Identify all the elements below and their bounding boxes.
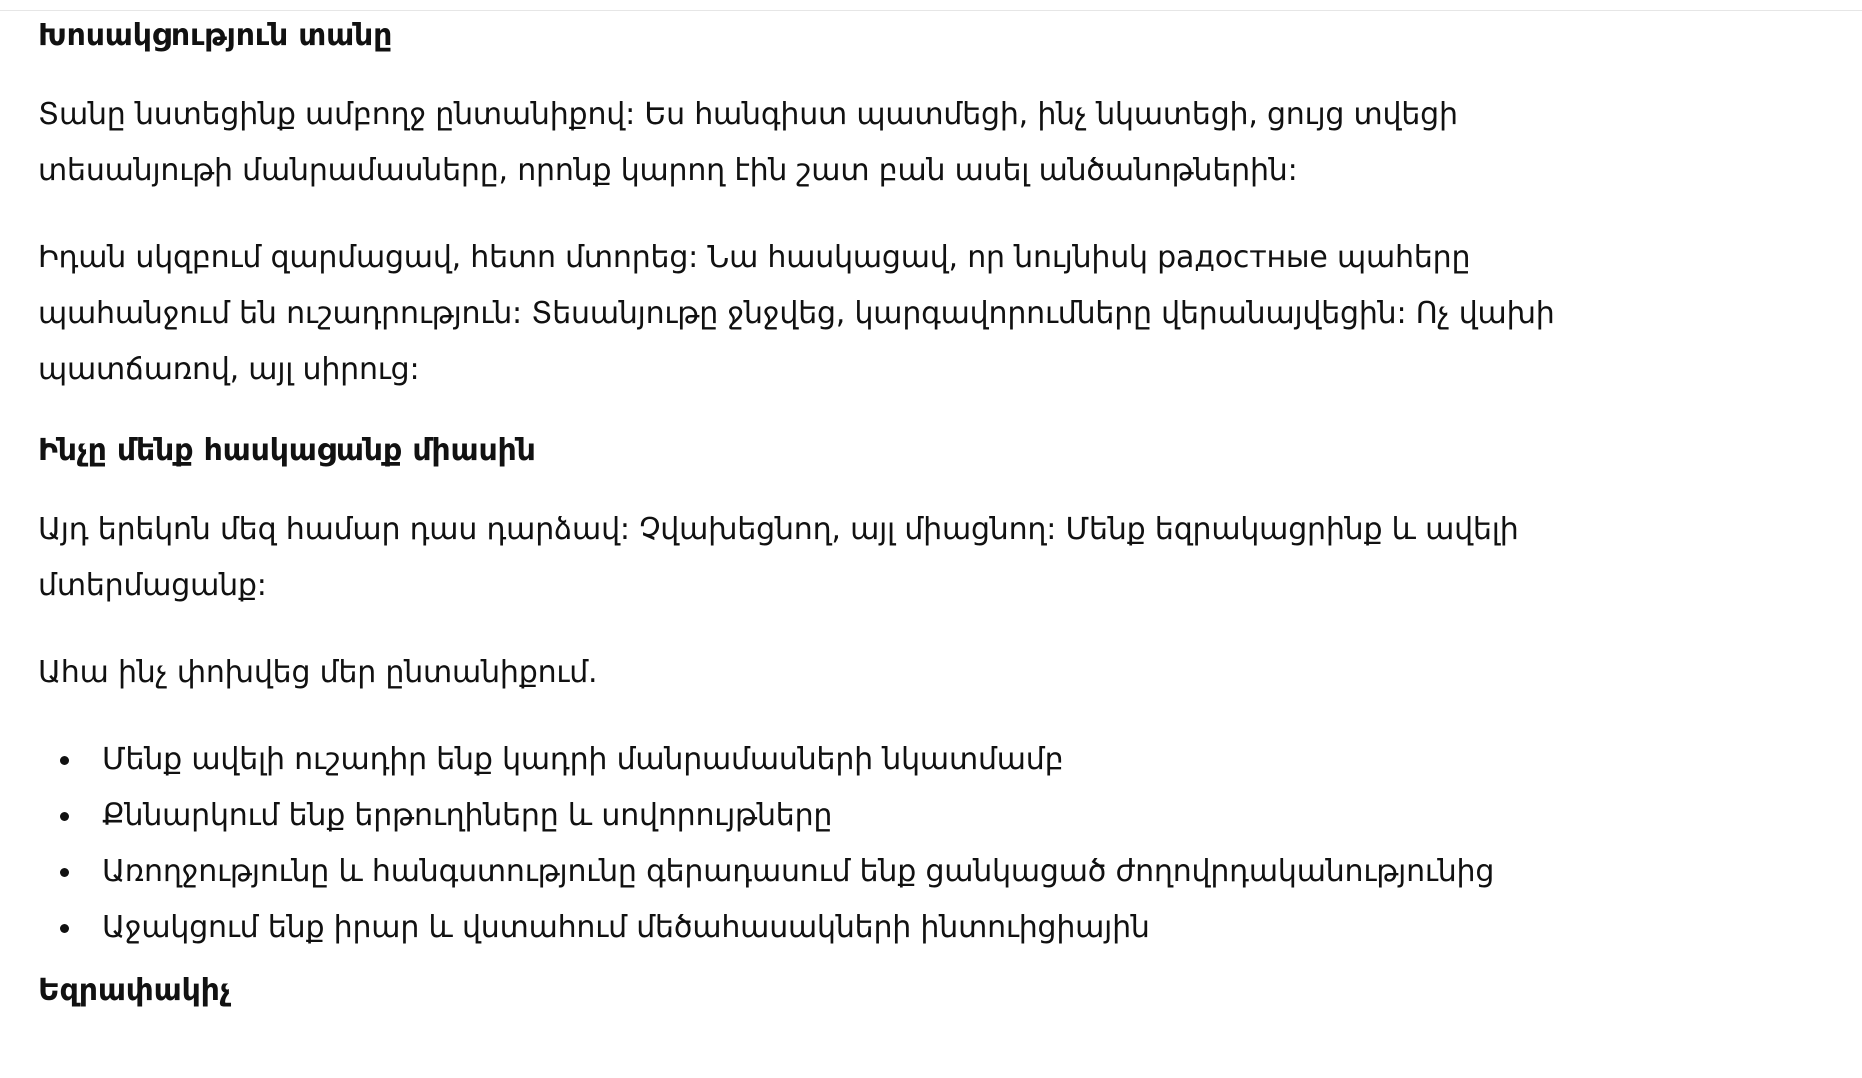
list-item — [38, 788, 1598, 844]
list-item — [38, 732, 1598, 788]
paragraph-family-talk: Տանը նստեցինք ամբողջ ընտանիքով: Ես հանգիստ պատմեցի, ինչ նկատեցի, ցույց տվեցի տեսանյութի մանրամասները, որոնք կարող էին շատ բան ասել անծանոթներին: — [38, 97, 1458, 188]
bullet-icon — [60, 812, 69, 821]
article-body — [38, 15, 1598, 1012]
changes-list — [38, 732, 1598, 956]
bullet-icon — [60, 756, 69, 765]
bullet-icon — [60, 924, 69, 933]
list-item-text: Մենք ավելի ուշադիր ենք կադրի մանրամասների նկատմամբ — [102, 742, 1064, 777]
list-item — [38, 844, 1598, 900]
list-item — [38, 900, 1598, 956]
list-item-text: Աջակցում ենք իրար և վստահում մեծահասակների ինտուիցիային — [102, 910, 1150, 945]
section-heading-understanding: Ինչը մենք հասկացանք միասին — [38, 433, 536, 468]
bullet-icon — [60, 868, 69, 877]
paragraph-lesson: Այդ երեկոն մեզ համար դաս դարձավ: Չվախեցնող, այլ միացնող: Մենք եզրակացրինք և ավելի մտերմացանք: — [38, 512, 1519, 603]
paragraph-ida-reaction: Իդան սկզբում զարմացավ, հետո մտորեց: Նա հասկացավ, որ նույնիսկ радостные պահերը պահանջում են ուշադրություն: Տեսանյութը ջնջվեց, կարգավորումները վերանայվեցին: Ոչ վախի պատճառով, այլ սիրուց: — [38, 240, 1555, 387]
top-divider — [0, 10, 1862, 11]
paragraph-changes-intro: Ահա ինչ փոխվեց մեր ընտանիքում. — [38, 655, 598, 690]
list-item-text: Առողջությունը և հանգստությունը գերադասում ենք ցանկացած ժողովրդականությունից — [102, 854, 1495, 889]
section-heading-conclusion: Եզրափակիչ — [38, 973, 231, 1008]
section-heading-conversation: Խոսակցություն տանը — [38, 18, 393, 53]
list-item-text: Քննարկում ենք երթուղիները և սովորույթները — [102, 798, 833, 833]
